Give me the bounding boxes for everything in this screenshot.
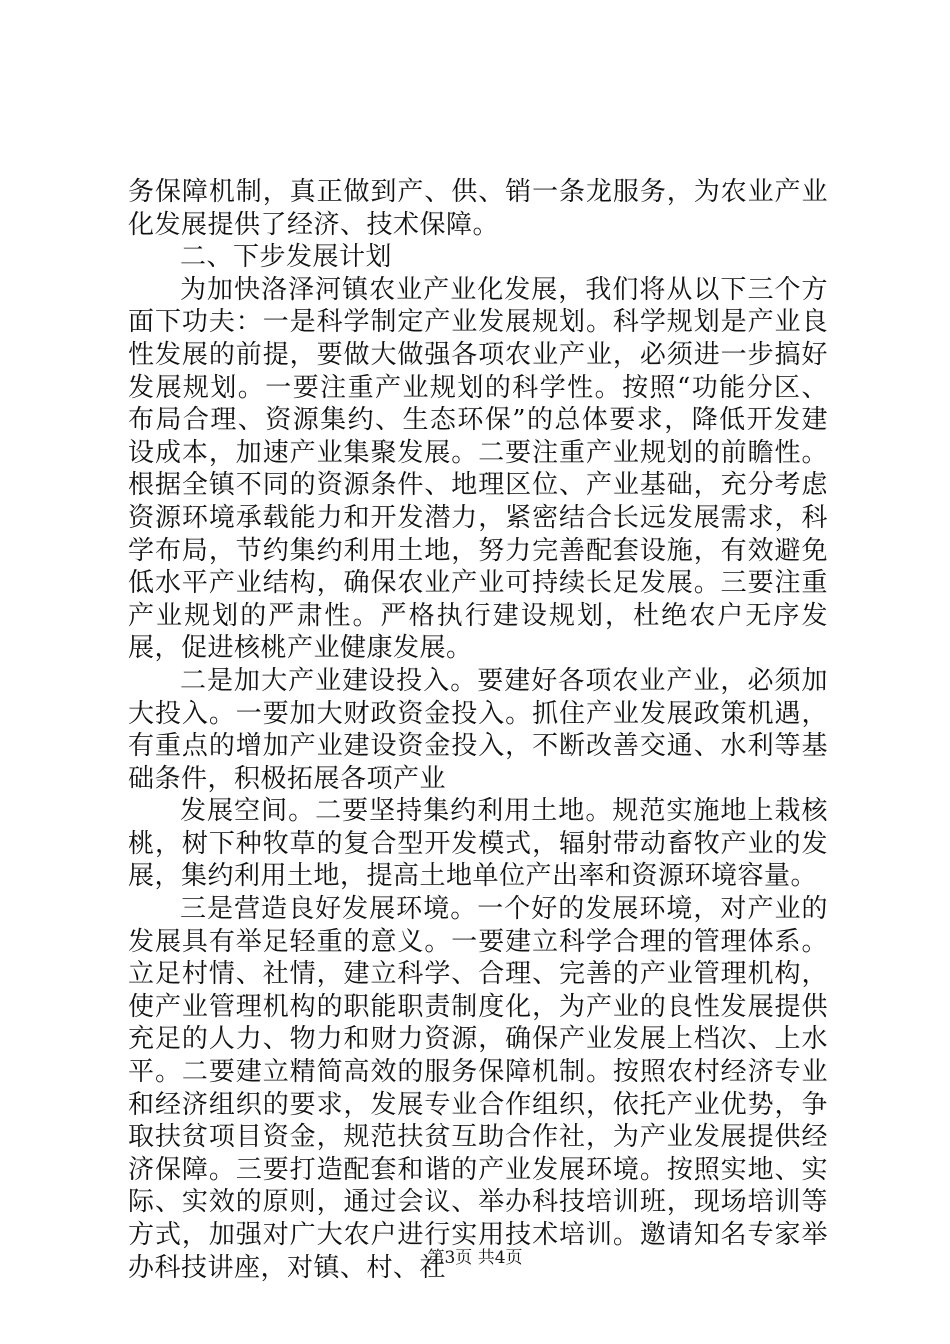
paragraph-planning: 为加快洛泽河镇农业产业化发展，我们将从以下三个方面下功夫：一是科学制定产业发展规划。科学规划是产业良性发展的前提，要做大做强各项农业产业，必须进一步搞好发展规划。一要注重产业规划的科学性。按照“功能分区、布局合理、资源集约、生态环保”的总体要求，降低开发建设成本，加速产业集聚发展。二要注重产业规划的前瞻性。根据全镇不同的资源条件、地理区位、产业基础，充分考虑资源环境承载能力和开发潜力，紧密结合长远发展需求，科学布局，节约集约利用土地，努力完善配套设施，有效避免低水平产业结构，确保农业产业可持续长足发展。三要注重产业规划的严肃性。严格执行建设规划，杜绝农户无序发展，促进核桃产业健康发展。 — [128, 274, 828, 664]
document-body — [128, 176, 828, 1284]
paragraph-investment: 二是加大产业建设投入。要建好各项农业产业，必须加大投入。一要加大财政资金投入。抓住产业发展政策机遇，有重点的增加产业建设资金投入，不断改善交通、水利等基础条件，积极拓展各项产业 — [128, 665, 828, 794]
paragraph-land-use: 发展空间。二要坚持集约利用土地。规范实施地上栽核桃，树下种牧草的复合型开发模式，辐射带动畜牧产业的发展，集约利用土地，提高土地单位产出率和资源环境容量。 — [128, 796, 828, 892]
page-number-footer: 第3页 共4页 — [427, 1248, 523, 1268]
section-heading: 二、下步发展计划 — [180, 242, 393, 273]
paragraph-continuation: 务保障机制，真正做到产、供、销一条龙服务，为农业产业化发展提供了经济、技术保障。 — [128, 177, 828, 240]
paragraph-environment: 三是营造良好发展环境。一个好的发展环境，对产业的发展具有举足轻重的意义。一要建立科学合理的管理体系。立足村情、社情，建立科学、合理、完善的产业管理机构，使产业管理机构的职能职责制度化，为产业的良性发展提供充足的人力、物力和财力资源，确保产业发展上档次、上水平。二要建立精简高效的服务保障机制。按照农村经济专业和经济组织的要求，发展专业合作组织，依托产业优势，争取扶贫项目资金，规范扶贫互助合作社，为产业发展提供经济保障。三要打造配套和谐的产业发展环境。按照实地、实际、实效的原则，通过会议、举办科技培训班，现场培训等方式，加强对广大农户进行实用技术培训。邀请知名专家举办科技讲座，对镇、村、社 — [128, 894, 828, 1283]
